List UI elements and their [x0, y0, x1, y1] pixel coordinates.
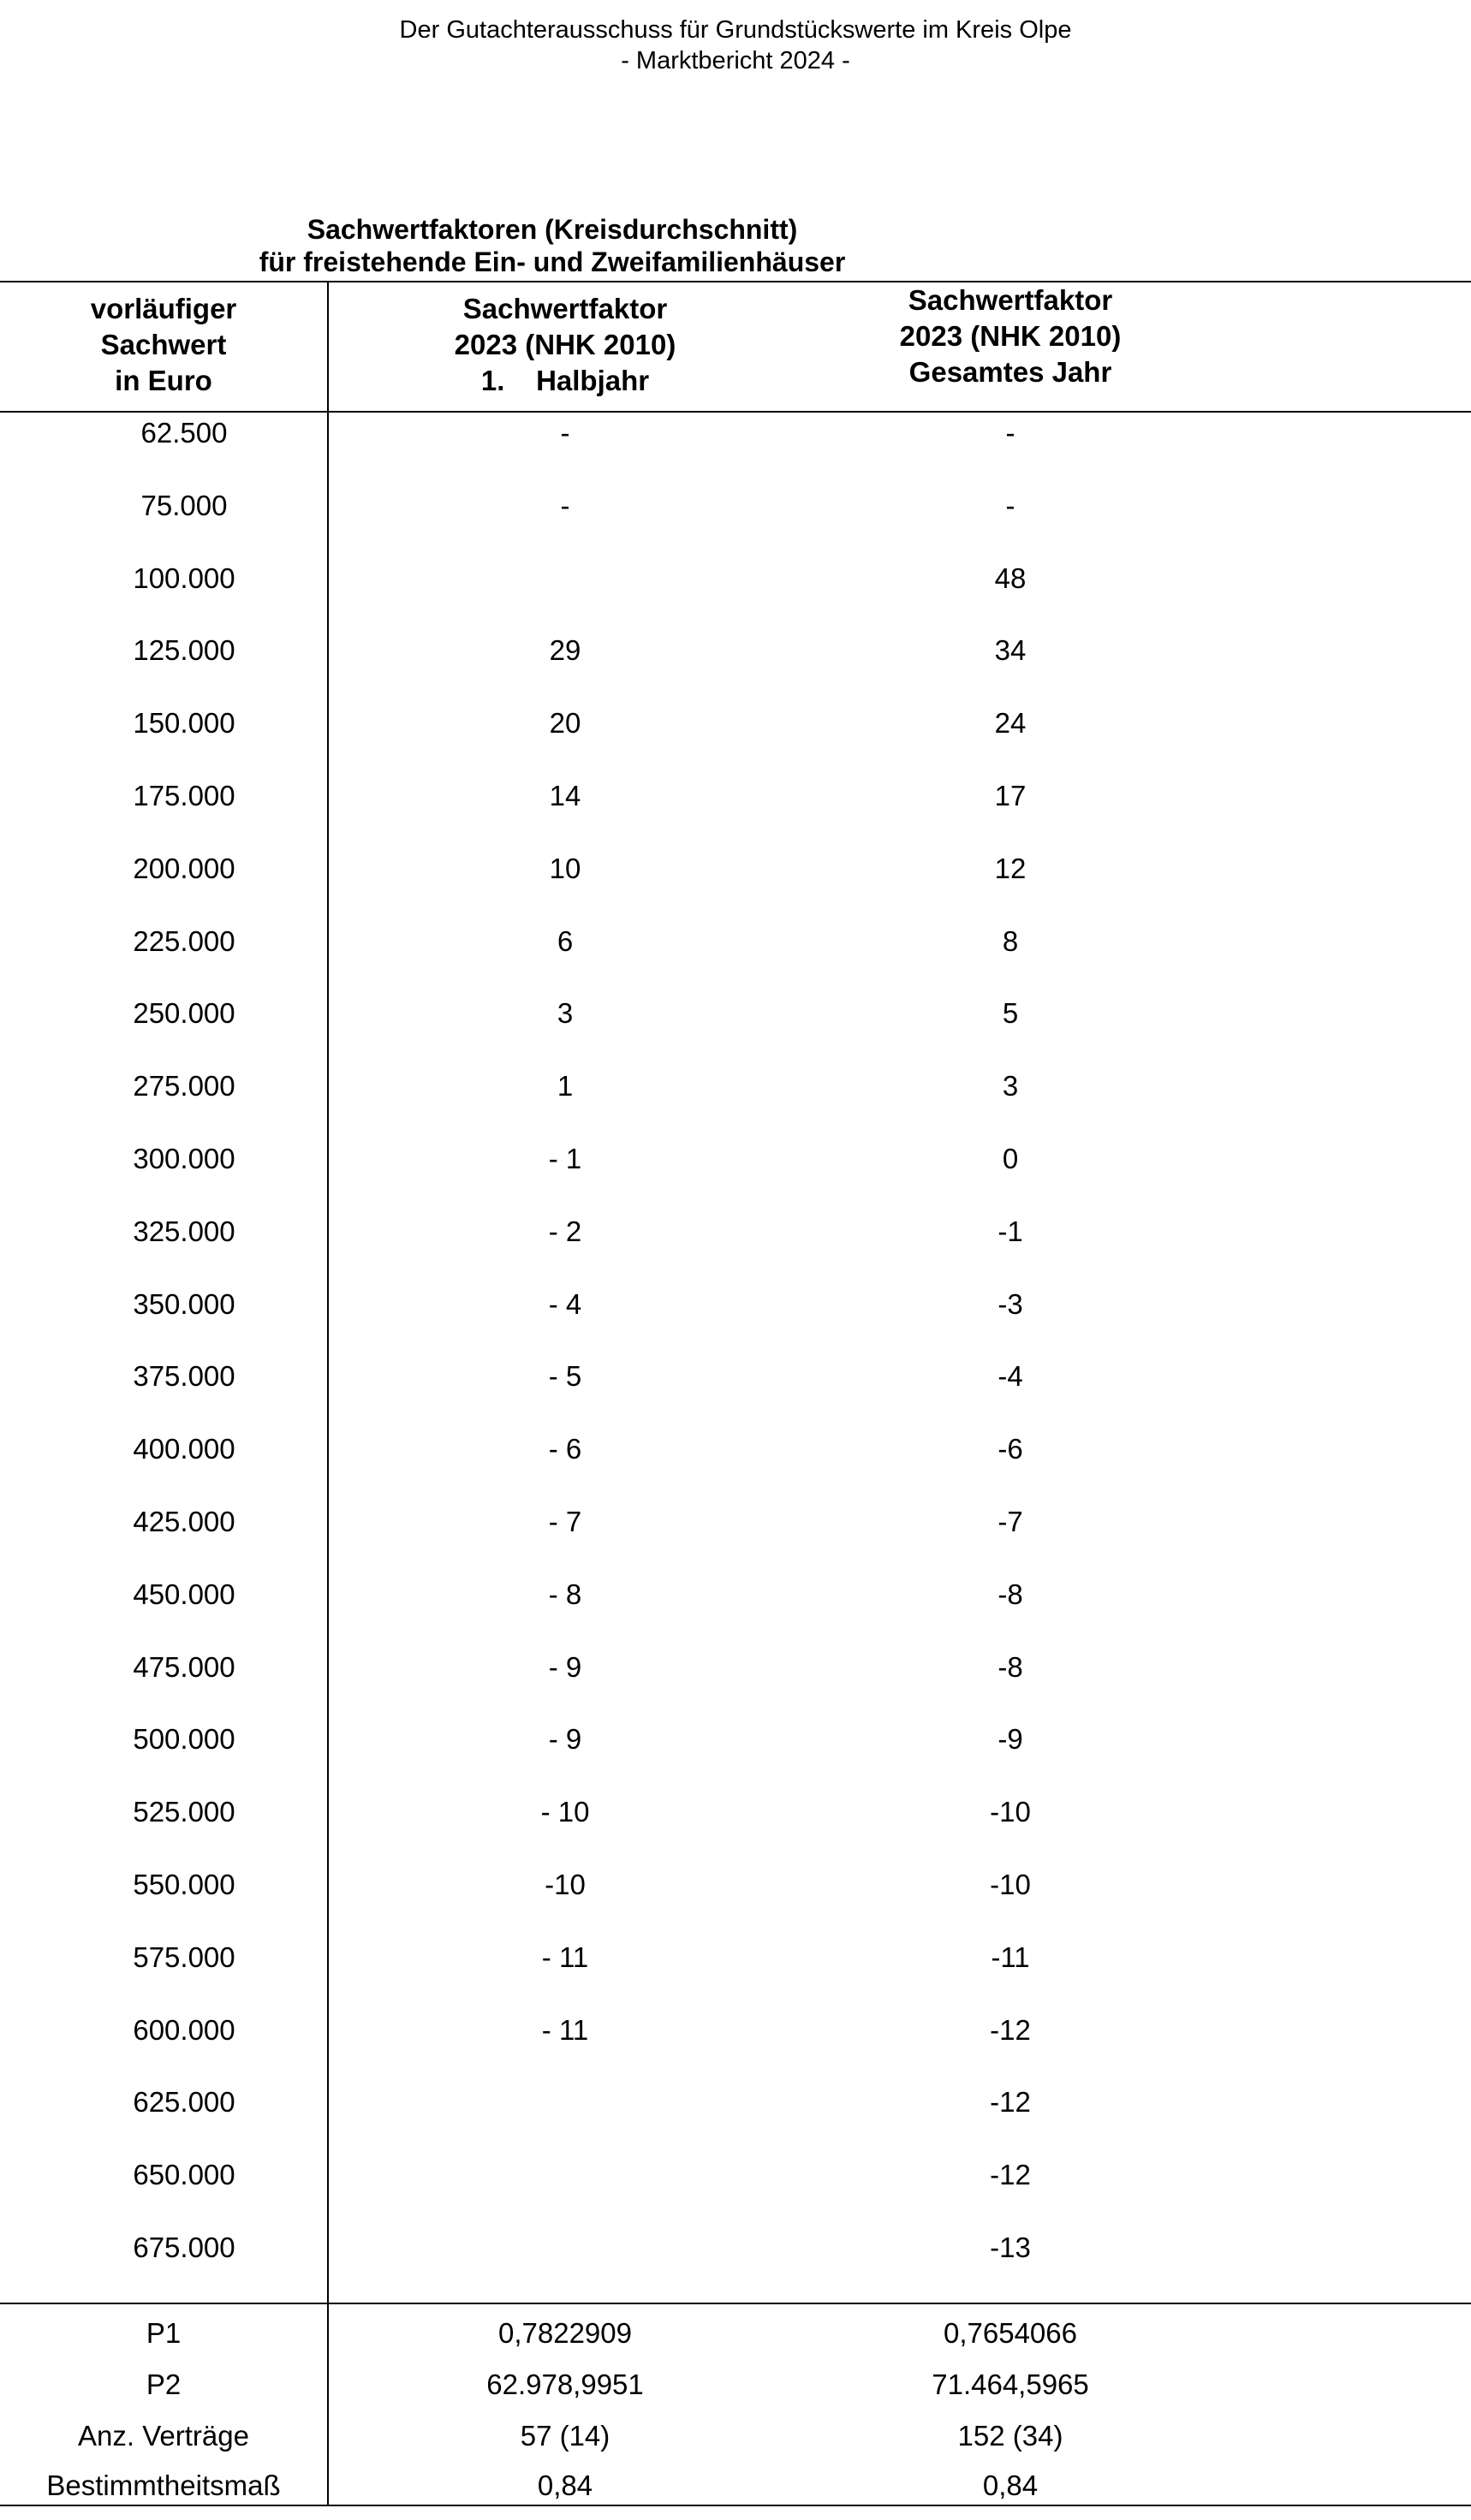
table-bottom-border	[0, 2505, 1471, 2506]
cell-halbjahr: - 10	[540, 1796, 590, 1828]
cell-gesamt: -9	[998, 1723, 1023, 1755]
cell-halbjahr: - 5	[548, 1360, 582, 1392]
cell-halbjahr: 3	[557, 997, 574, 1029]
cell-sachwert: 600.000	[133, 2014, 235, 2046]
cell-sachwert: 625.000	[133, 2086, 235, 2118]
column-header-line: Sachwertfaktor	[462, 293, 668, 324]
cell-gesamt: -8	[998, 1651, 1023, 1683]
footer-gesamt: 152 (34)	[957, 2420, 1063, 2452]
cell-sachwert: 225.000	[133, 925, 235, 957]
report-header-line1: Der Gutachterausschuss für Grundstückswerte im Kreis Olpe	[399, 16, 1072, 44]
cell-halbjahr: - 1	[548, 1143, 582, 1174]
cell-halbjahr: 1	[557, 1070, 574, 1102]
cell-sachwert: 350.000	[133, 1288, 235, 1320]
cell-halbjahr: - 2	[548, 1215, 582, 1247]
cell-gesamt: 17	[994, 780, 1027, 811]
cell-gesamt: -12	[990, 2014, 1031, 2046]
cell-sachwert: 125.000	[133, 634, 235, 666]
cell-sachwert: 475.000	[133, 1651, 235, 1683]
column-header-line: vorläufiger	[90, 293, 237, 324]
column-header-line: Gesamtes Jahr	[908, 356, 1112, 388]
cell-gesamt: 48	[994, 562, 1027, 594]
cell-sachwert: 300.000	[133, 1143, 235, 1174]
cell-halbjahr: 14	[549, 780, 581, 811]
cell-sachwert: 675.000	[133, 2232, 235, 2263]
cell-sachwert: 500.000	[133, 1723, 235, 1755]
column-header-gesamt	[839, 282, 1182, 390]
table-title-line1: Sachwertfaktoren (Kreisdurchschnitt)	[307, 214, 798, 245]
cell-gesamt: -6	[998, 1433, 1023, 1465]
footer-halbjahr: 57 (14)	[520, 2420, 610, 2452]
cell-gesamt: -3	[998, 1288, 1023, 1320]
cell-sachwert: 325.000	[133, 1215, 235, 1247]
table-column-divider	[327, 282, 329, 2505]
footer-halbjahr: 0,7822909	[498, 2317, 632, 2349]
cell-sachwert: 250.000	[133, 997, 235, 1029]
cell-gesamt: -10	[990, 1796, 1031, 1828]
footer-halbjahr: 62.978,9951	[486, 2368, 644, 2400]
cell-halbjahr: -	[560, 490, 570, 521]
cell-halbjahr: - 9	[548, 1651, 582, 1683]
column-header-line: 2023 (NHK 2010)	[454, 329, 676, 360]
cell-halbjahr: -	[560, 417, 570, 449]
cell-gesamt: 34	[994, 634, 1027, 666]
column-header-line: Sachwertfaktor	[908, 284, 1113, 316]
cell-halbjahr: - 11	[541, 1941, 589, 1973]
cell-sachwert: 200.000	[133, 853, 235, 884]
table-header-border	[0, 411, 1471, 413]
cell-sachwert: 175.000	[133, 780, 235, 811]
cell-sachwert: 150.000	[133, 707, 235, 739]
cell-gesamt: 12	[994, 853, 1027, 884]
cell-gesamt: -4	[998, 1360, 1023, 1392]
column-header-line: in Euro	[115, 365, 212, 396]
cell-halbjahr: - 4	[548, 1288, 582, 1320]
footer-gesamt: 0,84	[982, 2469, 1039, 2501]
cell-halbjahr: - 9	[548, 1723, 582, 1755]
cell-halbjahr: 10	[549, 853, 581, 884]
cell-gesamt: 5	[1002, 997, 1019, 1029]
cell-sachwert: 425.000	[133, 1506, 235, 1537]
cell-gesamt: 24	[994, 707, 1027, 739]
cell-sachwert: 650.000	[133, 2159, 235, 2190]
cell-gesamt: -11	[991, 1941, 1030, 1973]
cell-gesamt: -1	[998, 1215, 1023, 1247]
table-top-border	[0, 281, 1471, 282]
column-header-line: 1. Halbjahr	[480, 365, 650, 396]
cell-halbjahr: - 6	[548, 1433, 582, 1465]
footer-label: P2	[146, 2368, 182, 2400]
cell-gesamt: -7	[998, 1506, 1023, 1537]
footer-halbjahr: 0,84	[537, 2469, 593, 2501]
cell-gesamt: 3	[1002, 1070, 1019, 1102]
cell-halbjahr: 20	[549, 707, 581, 739]
cell-halbjahr: -10	[545, 1869, 586, 1900]
cell-gesamt: -12	[990, 2159, 1031, 2190]
cell-sachwert: 525.000	[133, 1796, 235, 1828]
footer-label: Bestimmtheitsmaß	[46, 2469, 281, 2501]
column-header-line: Sachwert	[100, 329, 227, 360]
cell-halbjahr: 29	[549, 634, 581, 666]
cell-sachwert: 375.000	[133, 1360, 235, 1392]
cell-gesamt: -8	[998, 1578, 1023, 1610]
cell-gesamt: 0	[1002, 1143, 1019, 1174]
cell-halbjahr: - 7	[548, 1506, 582, 1537]
column-header-sachwert	[0, 291, 327, 399]
cell-gesamt: -10	[990, 1869, 1031, 1900]
footer-gesamt: 0,7654066	[944, 2317, 1077, 2349]
cell-sachwert: 100.000	[133, 562, 235, 594]
cell-sachwert: 400.000	[133, 1433, 235, 1465]
cell-sachwert: 575.000	[133, 1941, 235, 1973]
column-header-halbjahr	[394, 291, 736, 399]
table-footer-border	[0, 2303, 1471, 2304]
footer-gesamt: 71.464,5965	[932, 2368, 1089, 2400]
cell-halbjahr: - 11	[541, 2014, 589, 2046]
footer-label: Anz. Verträge	[78, 2420, 249, 2452]
column-header-line: 2023 (NHK 2010)	[899, 320, 1122, 352]
cell-sachwert: 450.000	[133, 1578, 235, 1610]
footer-label: P1	[146, 2317, 182, 2349]
cell-halbjahr: - 8	[548, 1578, 582, 1610]
cell-sachwert: 550.000	[133, 1869, 235, 1900]
cell-gesamt: -	[1005, 490, 1015, 521]
cell-gesamt: -	[1005, 417, 1015, 449]
report-header-line2: - Marktbericht 2024 -	[621, 47, 850, 74]
cell-gesamt: -13	[990, 2232, 1031, 2263]
cell-sachwert: 275.000	[133, 1070, 235, 1102]
table-title-line2: für freistehende Ein- und Zweifamilienhäuser	[259, 247, 846, 277]
cell-gesamt: 8	[1002, 925, 1019, 957]
cell-gesamt: -12	[990, 2086, 1031, 2118]
cell-sachwert: 75.000	[140, 490, 228, 521]
cell-halbjahr: 6	[557, 925, 574, 957]
cell-sachwert: 62.500	[140, 417, 228, 449]
